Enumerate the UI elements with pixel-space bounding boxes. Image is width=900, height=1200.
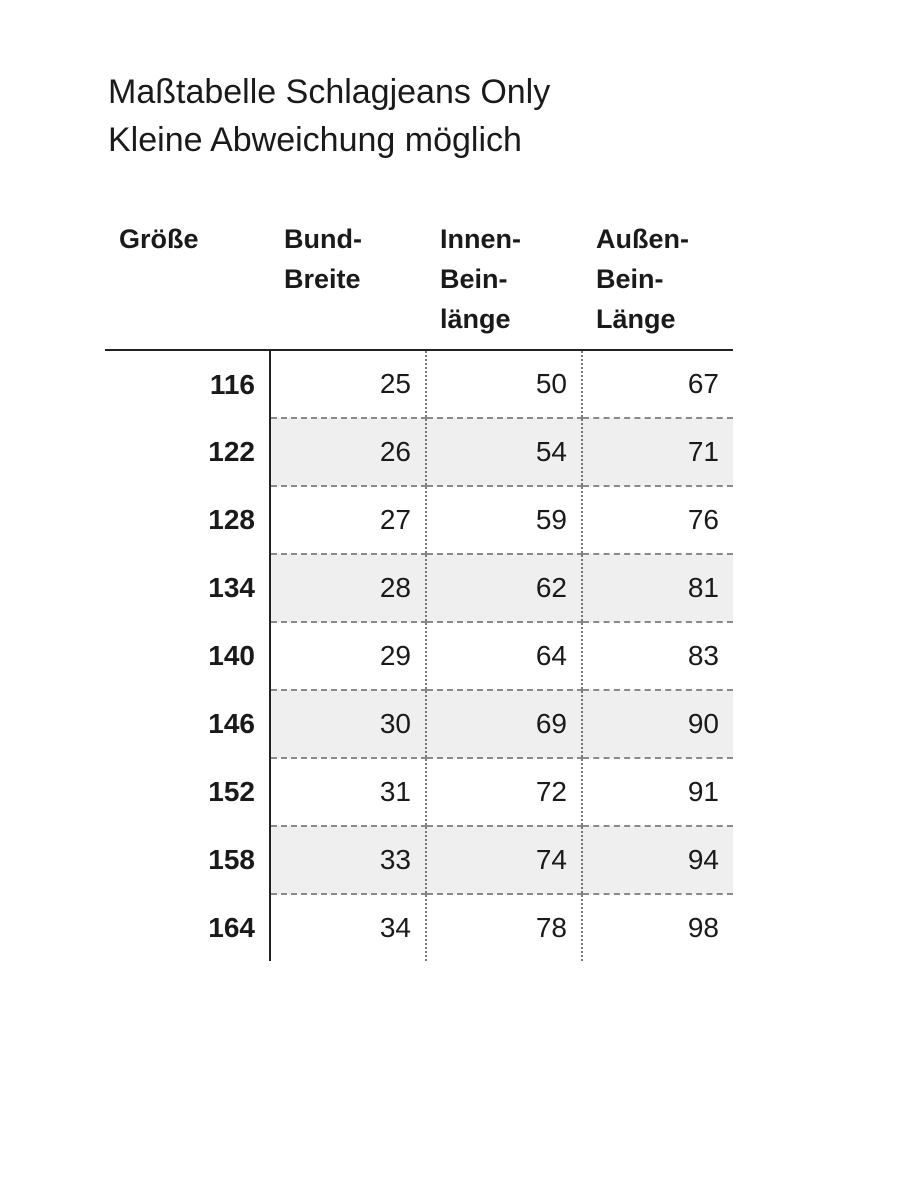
cell-waist-width: 26: [270, 418, 426, 486]
header-inseam-length: Innen- Bein- länge: [426, 215, 582, 350]
table-header: [105, 215, 733, 350]
cell-size: 116: [105, 350, 270, 418]
table-row: [105, 894, 733, 961]
cell-waist-width: 30: [270, 690, 426, 758]
cell-inseam-length: 72: [426, 758, 582, 826]
table-row: [105, 554, 733, 622]
header-waist-width: Bund- Breite: [270, 215, 426, 350]
cell-waist-width: 28: [270, 554, 426, 622]
page-subtitle: Kleine Abweichung möglich: [108, 121, 522, 159]
cell-inseam-length: 78: [426, 894, 582, 961]
cell-waist-width: 29: [270, 622, 426, 690]
cell-outseam-length: 98: [582, 894, 733, 961]
cell-inseam-length: 74: [426, 826, 582, 894]
table-row: [105, 486, 733, 554]
cell-size: 158: [105, 826, 270, 894]
page-title: Maßtabelle Schlagjeans Only: [108, 73, 551, 111]
cell-size: 146: [105, 690, 270, 758]
cell-inseam-length: 64: [426, 622, 582, 690]
cell-inseam-length: 59: [426, 486, 582, 554]
header-outseam-length: Außen- Bein- Länge: [582, 215, 733, 350]
table-row: [105, 350, 733, 418]
size-table: [105, 215, 733, 961]
title-block: [108, 68, 550, 164]
cell-waist-width: 25: [379, 368, 411, 399]
cell-size: 164: [105, 894, 270, 961]
cell-outseam-length: 94: [582, 826, 733, 894]
table-row: [105, 826, 733, 894]
cell-waist-width: 27: [270, 486, 426, 554]
cell-outseam-length: 81: [582, 554, 733, 622]
cell-size: 134: [105, 554, 270, 622]
cell-outseam-length: 90: [582, 690, 733, 758]
cell-inseam-length: 50: [426, 350, 582, 418]
cell-size: 140: [105, 622, 270, 690]
cell-outseam-length: 71: [582, 418, 733, 486]
cell-outseam-length: 67: [582, 350, 733, 418]
table-row: [105, 418, 733, 486]
cell-outseam-length: 91: [582, 758, 733, 826]
cell-outseam-length: 76: [582, 486, 733, 554]
table-row: [105, 758, 733, 826]
table-body: [105, 350, 733, 961]
header-size: Größe: [105, 215, 270, 350]
cell-waist-width: 31: [270, 758, 426, 826]
cell-waist-width: 33: [270, 826, 426, 894]
cell-inseam-length: 69: [426, 690, 582, 758]
cell-inseam-length: 54: [426, 418, 582, 486]
table-row: [105, 690, 733, 758]
header-row: [105, 215, 733, 350]
cell-size: 122: [105, 418, 270, 486]
cell-size: 152: [105, 758, 270, 826]
table-row: [105, 622, 733, 690]
cell-inseam-length: 62: [426, 554, 582, 622]
cell-waist-width: 34: [270, 894, 426, 961]
cell-outseam-length: 83: [582, 622, 733, 690]
cell-size: 128: [105, 486, 270, 554]
